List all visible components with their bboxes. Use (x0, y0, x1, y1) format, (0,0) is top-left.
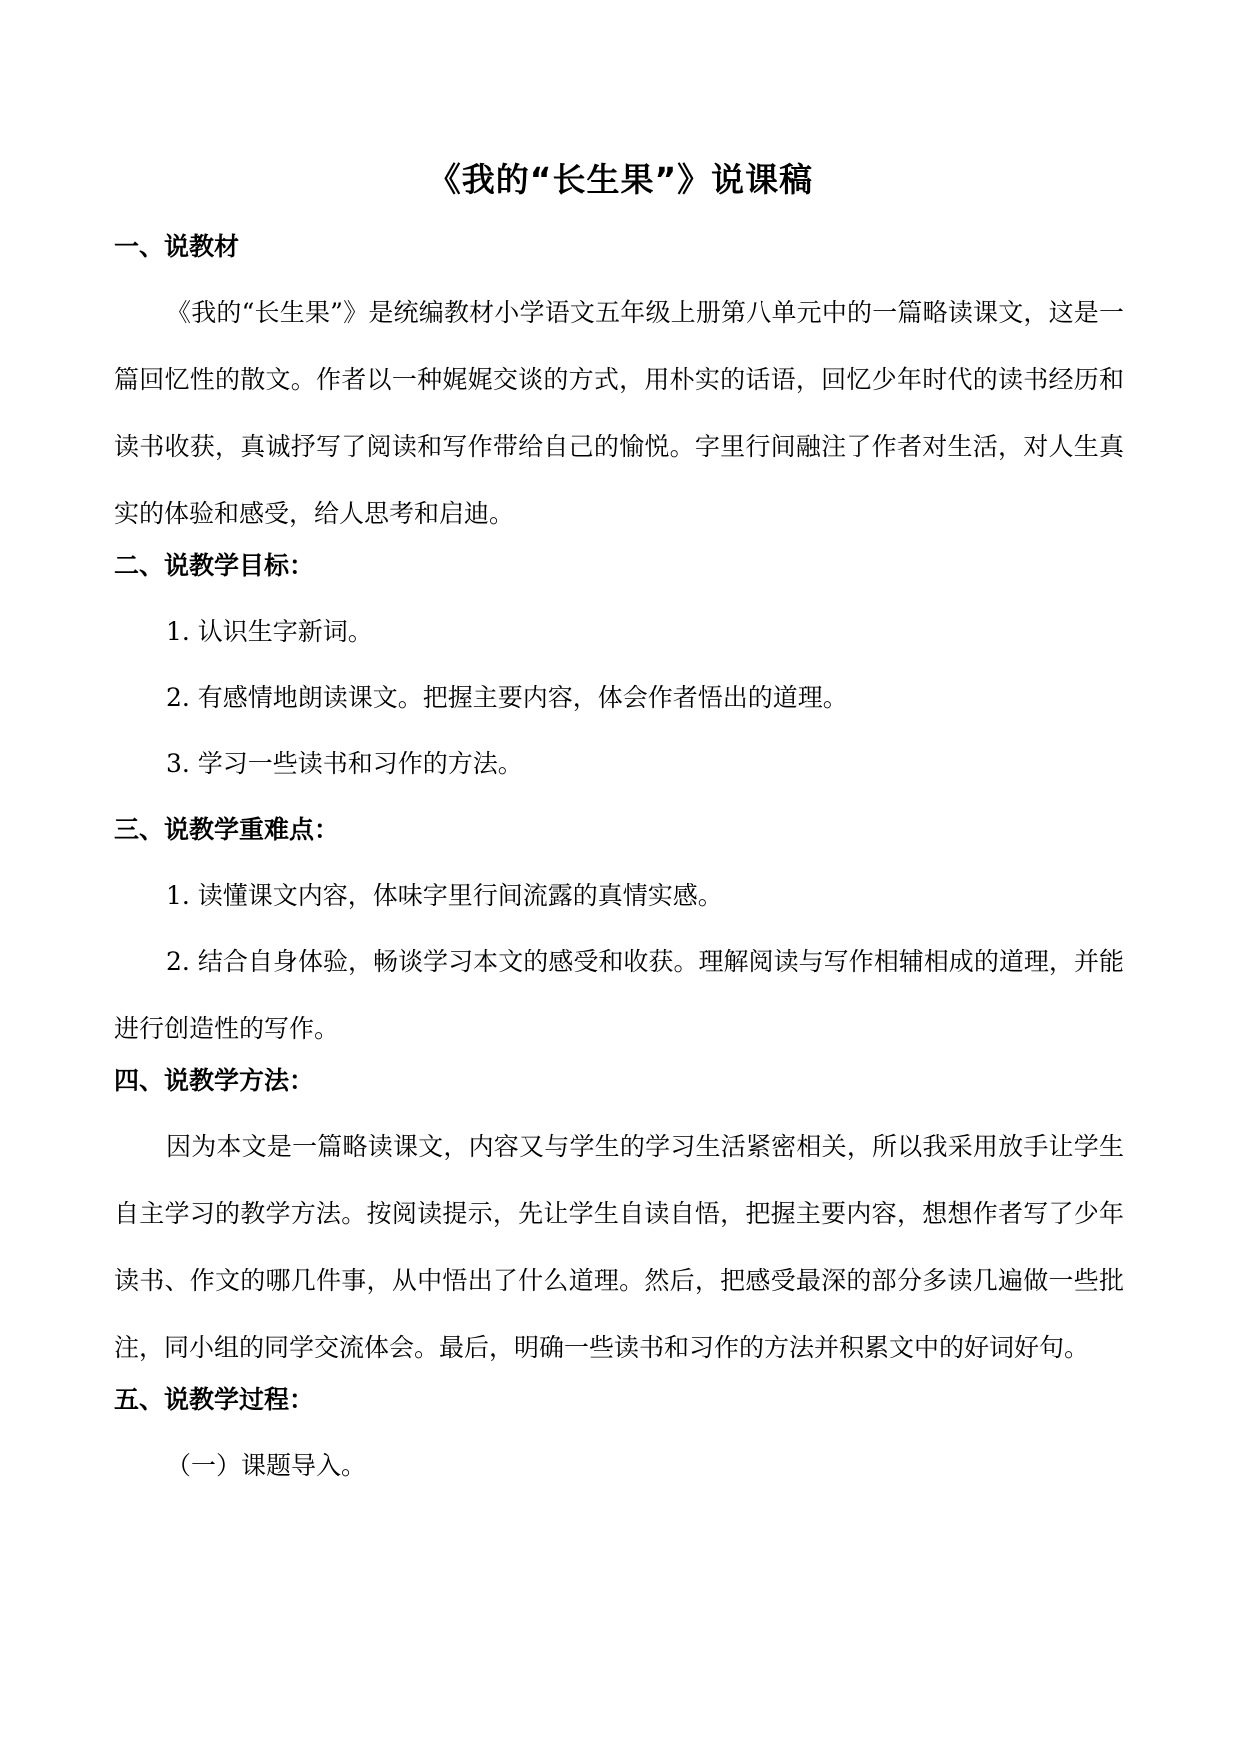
materials-paragraph: 《我的“长生果”》是统编教材小学语文五年级上册第八单元中的一篇略读课文，这是一篇回忆性的散文。作者以一种娓娓交谈的方式，用朴实的话语，回忆少年时代的读书经历和读书收获，真诚抒写了阅读和写作带给自己的愉悦。字里行间融注了作者对生活，对人生真实的体验和感受，给人思考和启迪。 (114, 298, 1124, 528)
section-heading-materials: 一、说教材 (114, 232, 240, 261)
section-heading-objectives: 二、说教学目标： (114, 551, 315, 580)
objective-item-2: 2. 有感情地朗读课文。把握主要内容，体会作者悟出的道理。 (166, 683, 848, 712)
process-item-1: （一）课题导入。 (166, 1451, 367, 1480)
methods-paragraph: 因为本文是一篇略读课文，内容又与学生的学习生活紧密相关，所以我采用放手让学生自主学习的教学方法。按阅读提示，先让学生自读自悟，把握主要内容，想想作者写了少年读书、作文的哪几件事，从中悟出了什么道理。然后，把感受最深的部分多读几遍做一些批注，同小组的同学交流体会。最后，明确一些读书和习作的方法并积累文中的好词好句。 (114, 1132, 1124, 1362)
document-title: 《我的“长生果”》说课稿 (427, 160, 814, 199)
objective-item-3: 3. 学习一些读书和习作的方法。 (166, 749, 523, 778)
objective-item-1: 1. 认识生字新词。 (166, 617, 373, 646)
document-body (114, 224, 1124, 1509)
section-heading-methods: 四、说教学方法： (114, 1066, 315, 1095)
key-point-item-2: 2. 结合自身体验，畅谈学习本文的感受和收获。理解阅读与写作相辅相成的道理，并能进行创造性的写作。 (114, 947, 1124, 1043)
section-heading-key-points: 三、说教学重难点： (114, 815, 340, 844)
key-point-item-1: 1. 读懂课文内容，体味字里行间流露的真情实感。 (166, 881, 723, 910)
section-heading-process: 五、说教学过程： (114, 1385, 315, 1414)
